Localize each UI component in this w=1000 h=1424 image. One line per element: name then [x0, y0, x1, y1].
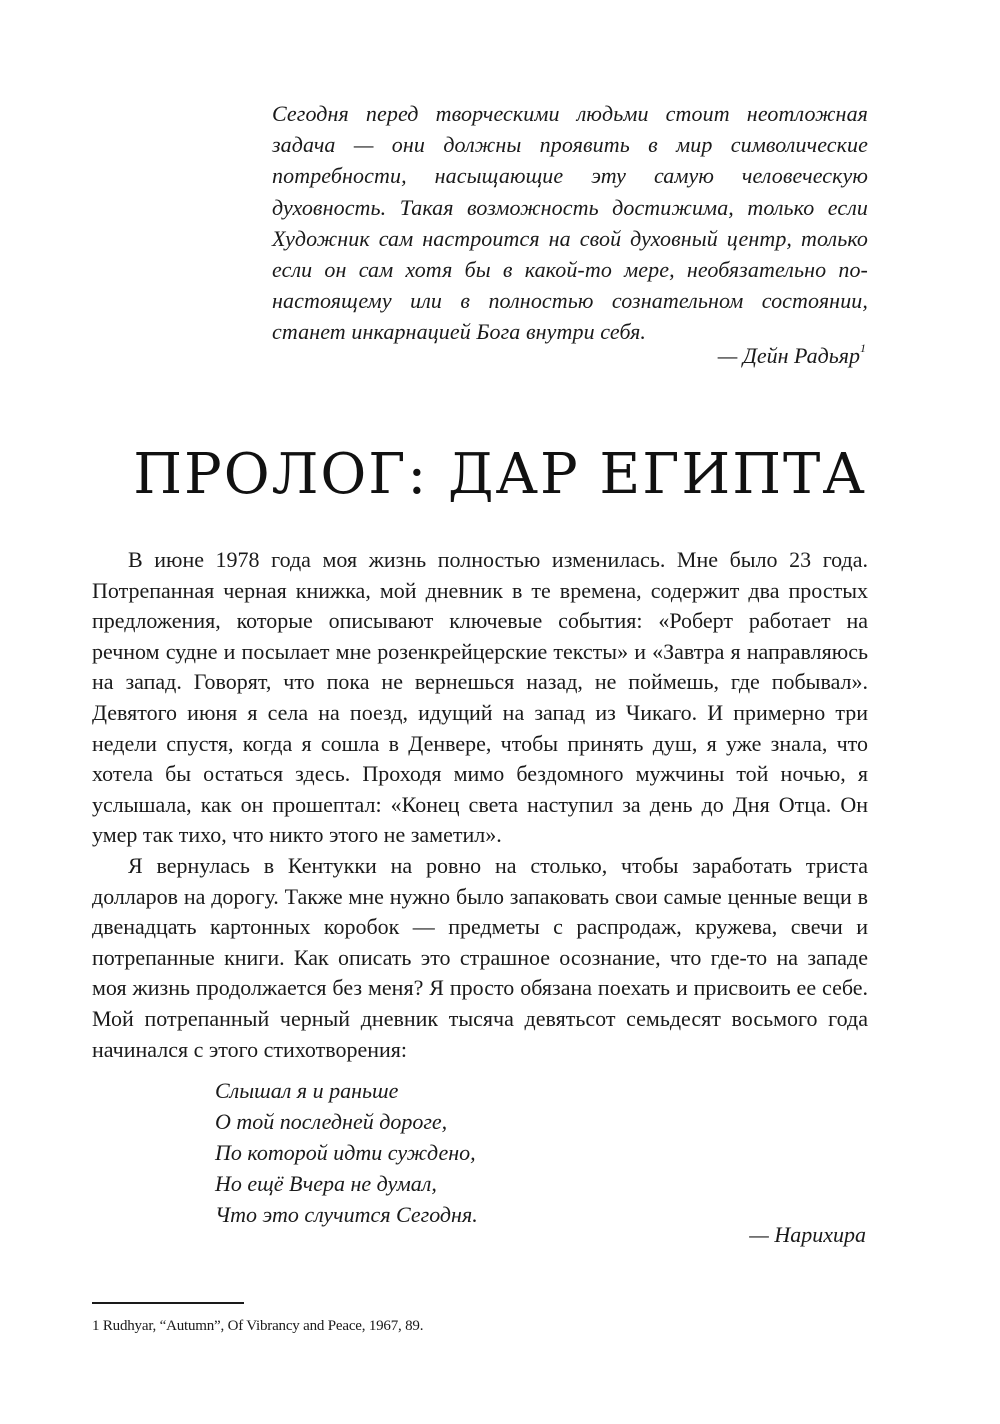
- poem: [215, 1075, 478, 1230]
- body-paragraph-2: Я вернулась в Кентукки на ровно на столько, чтобы заработать триста долларов на дорогу. Также мне нужно было запаковать свои самые ценные вещи в двенадцать картонных коробок — предметы с распродаж, кружева, свечи и потрепанные книги. Как описать это страшное осознание, что где-то на западе моя жизнь продолжается без меня? Я просто обязана поехать и присвоить ее себе. Мой потрепанный черный дневник тысяча девятьсот семьдесят восьмого года начинался с этого стихотворения:: [92, 852, 868, 1062]
- poem-attribution: — Нарихира: [749, 1222, 866, 1247]
- poem-line: Что это случится Сегодня.: [215, 1202, 478, 1227]
- poem-line: О той последней дороге,: [215, 1109, 448, 1134]
- footnote-marker[interactable]: 1: [860, 341, 866, 355]
- footnote: 1 Rudhyar, “Autumn”, Of Vibrancy and Peace, 1967, 89.: [92, 1318, 424, 1334]
- poem-line: Но ещё Вчера не думал,: [215, 1171, 437, 1196]
- epigraph-paragraph: Сегодня перед творческими людьми стоит неотложная задача — они должны проявить в мир символические потребности, насыщающие эту самую человеческую духовность. Такая возможность достижима, только если Художник сам настроится на свой духовный центр, только если он сам хотя бы в какой-то мере, необязательно по-настоящему или в полностью сознательном состоянии, станет инкарнацией Бога внутри себя.: [272, 101, 868, 345]
- poem-line: Слышал я и раньше: [215, 1078, 399, 1103]
- body-text: [92, 545, 868, 1065]
- epigraph-author: — Дейн Радьяр: [717, 343, 860, 368]
- epigraph-text: [272, 98, 868, 348]
- chapter-title: ПРОЛОГ: ДАР ЕГИПТА: [133, 442, 867, 507]
- footnote-divider: [92, 1302, 244, 1304]
- body-paragraph-1: В июне 1978 года моя жизнь полностью изменилась. Мне было 23 года. Потрепанная черная книжка, мой дневник в те времена, содержит два простых предложения, которые описывают ключевые события: «Роберт работает на речном судне и посылает мне розенкрейцерские тексты» и «Завтра я направляюсь на запад. Говорят, что пока не вернешься назад, не поймешь, где побывал». Девятого июня я села на поезд, идущий на запад из Чикаго. И примерно три недели спустя, когда я сошла в Денвере, чтобы принять душ, я уже знала, что хотела бы остаться здесь. Проходя мимо бездомного мужчины той ночью, я услышала, как он прошептал: «Конец света наступил за день до Дня Отца. Он умер так тихо, что никто этого не заметил».: [92, 547, 868, 848]
- poem-line: По которой идти суждено,: [215, 1140, 476, 1165]
- epigraph-attribution: [718, 343, 866, 369]
